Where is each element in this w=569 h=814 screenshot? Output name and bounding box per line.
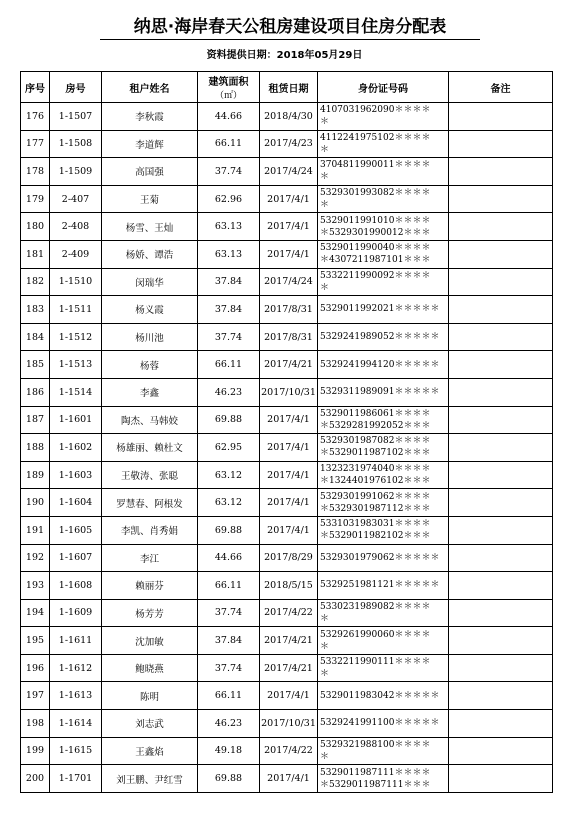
room-cell: 1-1513 bbox=[50, 351, 102, 379]
area-cell: 46.23 bbox=[198, 710, 260, 738]
remarks-cell bbox=[449, 627, 553, 655]
table-row bbox=[21, 434, 553, 462]
area-cell: 37.84 bbox=[198, 627, 260, 655]
serial-cell: 177 bbox=[21, 130, 50, 158]
id-number-line: ＊ bbox=[320, 751, 330, 762]
tenant-name-cell: 陈明 bbox=[102, 682, 198, 710]
serial-cell: 181 bbox=[21, 240, 50, 268]
id-number-line: ＊ bbox=[320, 117, 330, 128]
remarks-cell bbox=[449, 185, 553, 213]
id-number-cell bbox=[318, 737, 449, 765]
allocation-table bbox=[20, 71, 553, 793]
lease-date-cell: 2017/8/29 bbox=[260, 544, 318, 572]
serial-cell: 180 bbox=[21, 213, 50, 241]
header-id-number: 身份证号码 bbox=[318, 72, 449, 103]
id-number-line: ＊5329011987102＊＊＊ bbox=[320, 448, 431, 459]
room-cell: 1-1613 bbox=[50, 682, 102, 710]
remarks-cell bbox=[449, 489, 553, 517]
lease-date-cell: 2017/4/1 bbox=[260, 185, 318, 213]
id-number-line: ＊ bbox=[320, 172, 330, 183]
id-number-cell bbox=[318, 240, 449, 268]
tenant-name-cell: 李凯、肖秀娟 bbox=[102, 516, 198, 544]
id-number-cell bbox=[318, 516, 449, 544]
serial-cell: 185 bbox=[21, 351, 50, 379]
room-cell: 1-1514 bbox=[50, 378, 102, 406]
tenant-name-cell: 杨川池 bbox=[102, 323, 198, 351]
table-row bbox=[21, 130, 553, 158]
area-cell: 62.95 bbox=[198, 434, 260, 462]
lease-date-cell: 2017/4/21 bbox=[260, 654, 318, 682]
tenant-name-cell: 杨雪、王灿 bbox=[102, 213, 198, 241]
area-cell: 63.13 bbox=[198, 240, 260, 268]
table-row bbox=[21, 351, 553, 379]
remarks-cell bbox=[449, 737, 553, 765]
remarks-cell bbox=[449, 240, 553, 268]
id-number-line: 5331031983031＊＊＊＊ bbox=[320, 519, 431, 530]
room-cell: 1-1611 bbox=[50, 627, 102, 655]
serial-cell: 199 bbox=[21, 737, 50, 765]
id-number-line: ＊ bbox=[320, 669, 330, 680]
serial-cell: 198 bbox=[21, 710, 50, 738]
table-row bbox=[21, 516, 553, 544]
remarks-cell bbox=[449, 323, 553, 351]
serial-cell: 191 bbox=[21, 516, 50, 544]
id-number-line: ＊5329011982102＊＊＊ bbox=[320, 531, 431, 542]
area-cell: 66.11 bbox=[198, 351, 260, 379]
lease-date-cell: 2017/4/23 bbox=[260, 130, 318, 158]
id-number-line: ＊1324401976102＊＊＊ bbox=[320, 476, 431, 487]
id-number-cell bbox=[318, 765, 449, 793]
room-cell: 1-1612 bbox=[50, 654, 102, 682]
table-row bbox=[21, 572, 553, 600]
id-number-cell bbox=[318, 406, 449, 434]
table-row bbox=[21, 627, 553, 655]
id-number-cell bbox=[318, 351, 449, 379]
tenant-name-cell: 陶杰、马韩姣 bbox=[102, 406, 198, 434]
id-number-line: ＊ bbox=[320, 613, 330, 624]
remarks-cell bbox=[449, 710, 553, 738]
remarks-cell bbox=[449, 765, 553, 793]
table-row bbox=[21, 406, 553, 434]
tenant-name-cell: 杨娇、谭浩 bbox=[102, 240, 198, 268]
lease-date-cell: 2017/4/1 bbox=[260, 461, 318, 489]
id-number-line: 5329301991062＊＊＊＊ bbox=[320, 491, 431, 502]
id-number-line: 5329011990040＊＊＊＊ bbox=[320, 243, 431, 254]
id-number-cell bbox=[318, 710, 449, 738]
serial-cell: 197 bbox=[21, 682, 50, 710]
remarks-cell bbox=[449, 130, 553, 158]
room-cell: 1-1604 bbox=[50, 489, 102, 517]
remarks-cell bbox=[449, 516, 553, 544]
area-cell: 37.74 bbox=[198, 158, 260, 186]
tenant-name-cell: 闵瑞华 bbox=[102, 268, 198, 296]
lease-date-cell: 2017/10/31 bbox=[260, 710, 318, 738]
serial-cell: 194 bbox=[21, 599, 50, 627]
area-cell: 37.74 bbox=[198, 599, 260, 627]
id-number-line: 5329251981121＊＊＊＊＊ bbox=[320, 580, 440, 591]
id-number-line: 5329011986061＊＊＊＊ bbox=[320, 408, 431, 419]
serial-cell: 179 bbox=[21, 185, 50, 213]
document-title: 纳思·海岸春天公租房建设项目住房分配表 bbox=[100, 16, 480, 40]
tenant-name-cell: 杨义霞 bbox=[102, 296, 198, 324]
lease-date-cell: 2017/8/31 bbox=[260, 296, 318, 324]
lease-date-cell: 2017/4/22 bbox=[260, 599, 318, 627]
room-cell: 1-1601 bbox=[50, 406, 102, 434]
id-number-cell bbox=[318, 627, 449, 655]
room-cell: 1-1602 bbox=[50, 434, 102, 462]
id-number-cell bbox=[318, 461, 449, 489]
id-number-cell bbox=[318, 213, 449, 241]
id-number-line: 5329011991010＊＊＊＊ bbox=[320, 215, 431, 226]
table-row bbox=[21, 710, 553, 738]
tenant-name-cell: 杨蓉 bbox=[102, 351, 198, 379]
serial-cell: 186 bbox=[21, 378, 50, 406]
id-number-line: 1323231974040＊＊＊＊ bbox=[320, 464, 431, 475]
room-cell: 1-1511 bbox=[50, 296, 102, 324]
area-cell: 37.74 bbox=[198, 654, 260, 682]
id-number-line: 5330231989082＊＊＊＊ bbox=[320, 601, 431, 612]
tenant-name-cell: 刘王鹏、尹红雪 bbox=[102, 765, 198, 793]
id-number-line: 4107031962090＊＊＊＊ bbox=[320, 105, 431, 116]
header-area-unit: （㎡） bbox=[214, 91, 242, 101]
id-number-cell bbox=[318, 323, 449, 351]
table-row bbox=[21, 158, 553, 186]
lease-date-cell: 2017/4/24 bbox=[260, 158, 318, 186]
tenant-name-cell: 高国强 bbox=[102, 158, 198, 186]
tenant-name-cell: 王敬涛、张聪 bbox=[102, 461, 198, 489]
id-number-line: 5329301979062＊＊＊＊＊ bbox=[320, 552, 440, 563]
tenant-name-cell: 杨雄丽、赖杜文 bbox=[102, 434, 198, 462]
remarks-cell bbox=[449, 572, 553, 600]
room-cell: 1-1603 bbox=[50, 461, 102, 489]
serial-cell: 200 bbox=[21, 765, 50, 793]
id-number-cell bbox=[318, 268, 449, 296]
tenant-name-cell: 刘志武 bbox=[102, 710, 198, 738]
area-cell: 69.88 bbox=[198, 516, 260, 544]
area-cell: 37.84 bbox=[198, 268, 260, 296]
tenant-name-cell: 王鑫焰 bbox=[102, 737, 198, 765]
area-cell: 63.12 bbox=[198, 489, 260, 517]
serial-cell: 193 bbox=[21, 572, 50, 600]
area-cell: 49.18 bbox=[198, 737, 260, 765]
lease-date-cell: 2018/5/15 bbox=[260, 572, 318, 600]
lease-date-cell: 2017/8/31 bbox=[260, 323, 318, 351]
room-cell: 2-407 bbox=[50, 185, 102, 213]
id-number-line: 5329241994120＊＊＊＊＊ bbox=[320, 359, 440, 370]
id-number-cell bbox=[318, 489, 449, 517]
serial-cell: 178 bbox=[21, 158, 50, 186]
remarks-cell bbox=[449, 103, 553, 131]
id-number-line: 5329241991100＊＊＊＊＊ bbox=[320, 718, 440, 729]
room-cell: 1-1512 bbox=[50, 323, 102, 351]
id-number-cell bbox=[318, 103, 449, 131]
room-cell: 1-1608 bbox=[50, 572, 102, 600]
table-row bbox=[21, 378, 553, 406]
lease-date-cell: 2017/4/22 bbox=[260, 737, 318, 765]
area-cell: 62.96 bbox=[198, 185, 260, 213]
header-lease-date: 租赁日期 bbox=[260, 72, 318, 103]
id-number-line: ＊ bbox=[320, 200, 330, 211]
serial-cell: 195 bbox=[21, 627, 50, 655]
area-cell: 66.11 bbox=[198, 682, 260, 710]
id-number-line: 5329301987082＊＊＊＊ bbox=[320, 436, 431, 447]
document-subtitle: 资料提供日期：2018年05月29日 bbox=[206, 50, 363, 61]
id-number-line: ＊ bbox=[320, 641, 330, 652]
serial-cell: 182 bbox=[21, 268, 50, 296]
tenant-name-cell: 李秋霞 bbox=[102, 103, 198, 131]
table-row bbox=[21, 544, 553, 572]
lease-date-cell: 2017/4/1 bbox=[260, 765, 318, 793]
tenant-name-cell: 李江 bbox=[102, 544, 198, 572]
room-cell: 1-1507 bbox=[50, 103, 102, 131]
id-number-line: ＊5329301990012＊＊＊ bbox=[320, 227, 431, 238]
id-number-line: 5329241989052＊＊＊＊＊ bbox=[320, 332, 440, 343]
table-row bbox=[21, 213, 553, 241]
lease-date-cell: 2017/4/21 bbox=[260, 351, 318, 379]
area-cell: 66.11 bbox=[198, 572, 260, 600]
lease-date-cell: 2017/4/1 bbox=[260, 516, 318, 544]
remarks-cell bbox=[449, 296, 553, 324]
serial-cell: 192 bbox=[21, 544, 50, 572]
room-cell: 1-1510 bbox=[50, 268, 102, 296]
area-cell: 63.13 bbox=[198, 213, 260, 241]
table-header-row bbox=[21, 72, 553, 103]
area-cell: 44.66 bbox=[198, 544, 260, 572]
serial-cell: 176 bbox=[21, 103, 50, 131]
serial-cell: 187 bbox=[21, 406, 50, 434]
room-cell: 1-1607 bbox=[50, 544, 102, 572]
id-number-line: 5329011987111＊＊＊＊ bbox=[320, 767, 431, 778]
id-number-line: 5329311989091＊＊＊＊＊ bbox=[320, 387, 440, 398]
remarks-cell bbox=[449, 213, 553, 241]
tenant-name-cell: 鲍晓燕 bbox=[102, 654, 198, 682]
area-cell: 44.66 bbox=[198, 103, 260, 131]
remarks-cell bbox=[449, 599, 553, 627]
id-number-line: ＊ bbox=[320, 282, 330, 293]
id-number-line: 5329011992021＊＊＊＊＊ bbox=[320, 304, 440, 315]
table-row bbox=[21, 461, 553, 489]
id-number-cell bbox=[318, 185, 449, 213]
id-number-line: 5329301993082＊＊＊＊ bbox=[320, 188, 431, 199]
lease-date-cell: 2017/4/1 bbox=[260, 213, 318, 241]
area-cell: 46.23 bbox=[198, 378, 260, 406]
remarks-cell bbox=[449, 654, 553, 682]
header-room: 房号 bbox=[50, 72, 102, 103]
id-number-cell bbox=[318, 682, 449, 710]
lease-date-cell: 2017/4/1 bbox=[260, 406, 318, 434]
room-cell: 1-1609 bbox=[50, 599, 102, 627]
id-number-line: 5329011983042＊＊＊＊＊ bbox=[320, 690, 440, 701]
area-cell: 37.84 bbox=[198, 296, 260, 324]
table-row bbox=[21, 599, 553, 627]
id-number-cell bbox=[318, 378, 449, 406]
id-number-line: 5332211990111＊＊＊＊ bbox=[320, 657, 431, 668]
lease-date-cell: 2017/4/21 bbox=[260, 627, 318, 655]
id-number-cell bbox=[318, 434, 449, 462]
remarks-cell bbox=[449, 434, 553, 462]
room-cell: 1-1508 bbox=[50, 130, 102, 158]
id-number-cell bbox=[318, 158, 449, 186]
remarks-cell bbox=[449, 158, 553, 186]
tenant-name-cell: 李道辉 bbox=[102, 130, 198, 158]
table-row bbox=[21, 765, 553, 793]
lease-date-cell: 2017/10/31 bbox=[260, 378, 318, 406]
tenant-name-cell: 罗慧春、阿根发 bbox=[102, 489, 198, 517]
table-body bbox=[21, 103, 553, 793]
header-area-label: 建筑面积 bbox=[208, 77, 249, 88]
remarks-cell bbox=[449, 351, 553, 379]
room-cell: 1-1605 bbox=[50, 516, 102, 544]
table-row bbox=[21, 489, 553, 517]
serial-cell: 183 bbox=[21, 296, 50, 324]
table-row bbox=[21, 682, 553, 710]
serial-cell: 188 bbox=[21, 434, 50, 462]
serial-cell: 196 bbox=[21, 654, 50, 682]
room-cell: 1-1615 bbox=[50, 737, 102, 765]
table-row bbox=[21, 268, 553, 296]
room-cell: 1-1509 bbox=[50, 158, 102, 186]
room-cell: 2-409 bbox=[50, 240, 102, 268]
table-row bbox=[21, 654, 553, 682]
id-number-cell bbox=[318, 544, 449, 572]
header-serial: 序号 bbox=[21, 72, 50, 103]
remarks-cell bbox=[449, 461, 553, 489]
lease-date-cell: 2017/4/24 bbox=[260, 268, 318, 296]
id-number-line: ＊5329281992052＊＊＊ bbox=[320, 420, 431, 431]
table-row bbox=[21, 185, 553, 213]
id-number-line: 4112241975102＊＊＊＊ bbox=[320, 132, 431, 143]
lease-date-cell: 2017/4/1 bbox=[260, 489, 318, 517]
header-remarks: 备注 bbox=[449, 72, 553, 103]
table-row bbox=[21, 240, 553, 268]
room-cell: 2-408 bbox=[50, 213, 102, 241]
id-number-cell bbox=[318, 296, 449, 324]
tenant-name-cell: 沈加敏 bbox=[102, 627, 198, 655]
area-cell: 69.88 bbox=[198, 406, 260, 434]
serial-cell: 190 bbox=[21, 489, 50, 517]
id-number-cell bbox=[318, 572, 449, 600]
table-row bbox=[21, 737, 553, 765]
table-row bbox=[21, 103, 553, 131]
id-number-line: ＊5329301987112＊＊＊ bbox=[320, 503, 431, 514]
room-cell: 1-1701 bbox=[50, 765, 102, 793]
lease-date-cell: 2017/4/1 bbox=[260, 240, 318, 268]
id-number-line: 5329321988100＊＊＊＊ bbox=[320, 739, 431, 750]
table-row bbox=[21, 323, 553, 351]
tenant-name-cell: 赖丽芬 bbox=[102, 572, 198, 600]
header-tenant-name: 租户姓名 bbox=[102, 72, 198, 103]
area-cell: 63.12 bbox=[198, 461, 260, 489]
id-number-line: ＊4307211987101＊＊＊ bbox=[320, 255, 431, 266]
remarks-cell bbox=[449, 268, 553, 296]
remarks-cell bbox=[449, 378, 553, 406]
serial-cell: 189 bbox=[21, 461, 50, 489]
lease-date-cell: 2018/4/30 bbox=[260, 103, 318, 131]
id-number-cell bbox=[318, 599, 449, 627]
header-area bbox=[198, 72, 260, 103]
tenant-name-cell: 李鑫 bbox=[102, 378, 198, 406]
tenant-name-cell: 王菊 bbox=[102, 185, 198, 213]
lease-date-cell: 2017/4/1 bbox=[260, 682, 318, 710]
area-cell: 69.88 bbox=[198, 765, 260, 793]
id-number-cell bbox=[318, 130, 449, 158]
id-number-line: 5329261990060＊＊＊＊ bbox=[320, 629, 431, 640]
serial-cell: 184 bbox=[21, 323, 50, 351]
id-number-line: 3704811990011＊＊＊＊ bbox=[320, 160, 431, 171]
remarks-cell bbox=[449, 544, 553, 572]
id-number-line: ＊5329011987111＊＊＊ bbox=[320, 779, 431, 790]
tenant-name-cell: 杨芳芳 bbox=[102, 599, 198, 627]
area-cell: 66.11 bbox=[198, 130, 260, 158]
area-cell: 37.74 bbox=[198, 323, 260, 351]
remarks-cell bbox=[449, 682, 553, 710]
id-number-line: 5332211990092＊＊＊＊ bbox=[320, 270, 431, 281]
id-number-cell bbox=[318, 654, 449, 682]
room-cell: 1-1614 bbox=[50, 710, 102, 738]
id-number-line: ＊ bbox=[320, 144, 330, 155]
table-row bbox=[21, 296, 553, 324]
remarks-cell bbox=[449, 406, 553, 434]
lease-date-cell: 2017/4/1 bbox=[260, 434, 318, 462]
